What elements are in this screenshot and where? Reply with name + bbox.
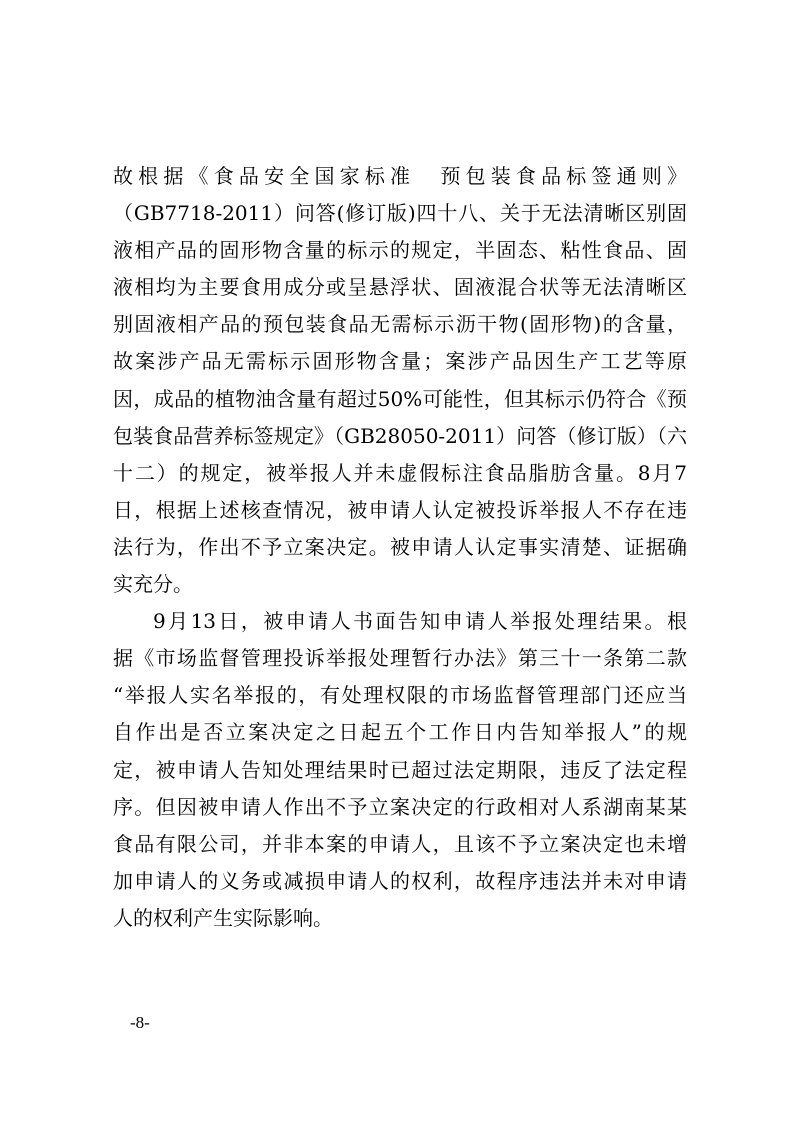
text-line: 液相均为主要食用成分或呈悬浮状、固液混合状等无法清晰区 <box>113 275 687 300</box>
text-line: 液相产品的固形物含量的标示的规定，半固态、粘性食品、固 <box>113 238 687 263</box>
paragraph-1 <box>113 158 687 603</box>
text-line: 十二）的规定，被举报人并未虚假标注食品脂肪含量。8月7 <box>113 460 687 485</box>
paragraph-2 <box>113 603 687 937</box>
text-line: 食品有限公司，并非本案的申请人，且该不予立案决定也未增 <box>113 831 687 856</box>
text-line: 自作出是否立案决定之日起五个工作日内告知举报人”的规 <box>113 720 687 745</box>
text-line: 人的权利产生实际影响。 <box>113 905 333 930</box>
text-line: 据《市场监督管理投诉举报处理暂行办法》第三十一条第二款 <box>113 646 687 671</box>
text-line: 9月13日，被申请人书面告知申请人举报处理结果。根 <box>153 609 687 634</box>
text-line: 包装食品营养标签规定》（GB28050-2011）问答（修订版）（六 <box>113 423 687 448</box>
text-line: 序。但因被申请人作出不予立案决定的行政相对人系湖南某某 <box>113 794 687 819</box>
text-line: 定，被申请人告知处理结果时已超过法定期限，违反了法定程 <box>113 757 687 782</box>
text-line: 故案涉产品无需标示固形物含量；案涉产品因生产工艺等原 <box>113 349 687 374</box>
text-line: （GB7718-2011）问答(修订版)四十八、关于无法清晰区别固 <box>113 201 687 226</box>
text-line: 日，根据上述核查情况，被申请人认定被投诉举报人不存在违 <box>113 497 687 522</box>
page-number: -8- <box>130 1013 150 1032</box>
text-line: 实充分。 <box>113 572 193 597</box>
body-text <box>113 158 687 937</box>
text-line: 故根据《食品安全国家标准 预包装食品标签通则》 <box>113 164 687 188</box>
text-line: 别固液相产品的预包装食品无需标示沥干物(固形物)的含量， <box>113 312 687 337</box>
text-line: 法行为，作出不予立案决定。被申请人认定事实清楚、证据确 <box>113 534 687 559</box>
text-line: 加申请人的义务或减损申请人的权利，故程序违法并未对申请 <box>113 868 687 893</box>
text-line: “举报人实名举报的，有处理权限的市场监督管理部门还应当 <box>113 683 687 708</box>
text-line: 因，成品的植物油含量有超过50%可能性，但其标示仍符合《预 <box>113 386 687 411</box>
